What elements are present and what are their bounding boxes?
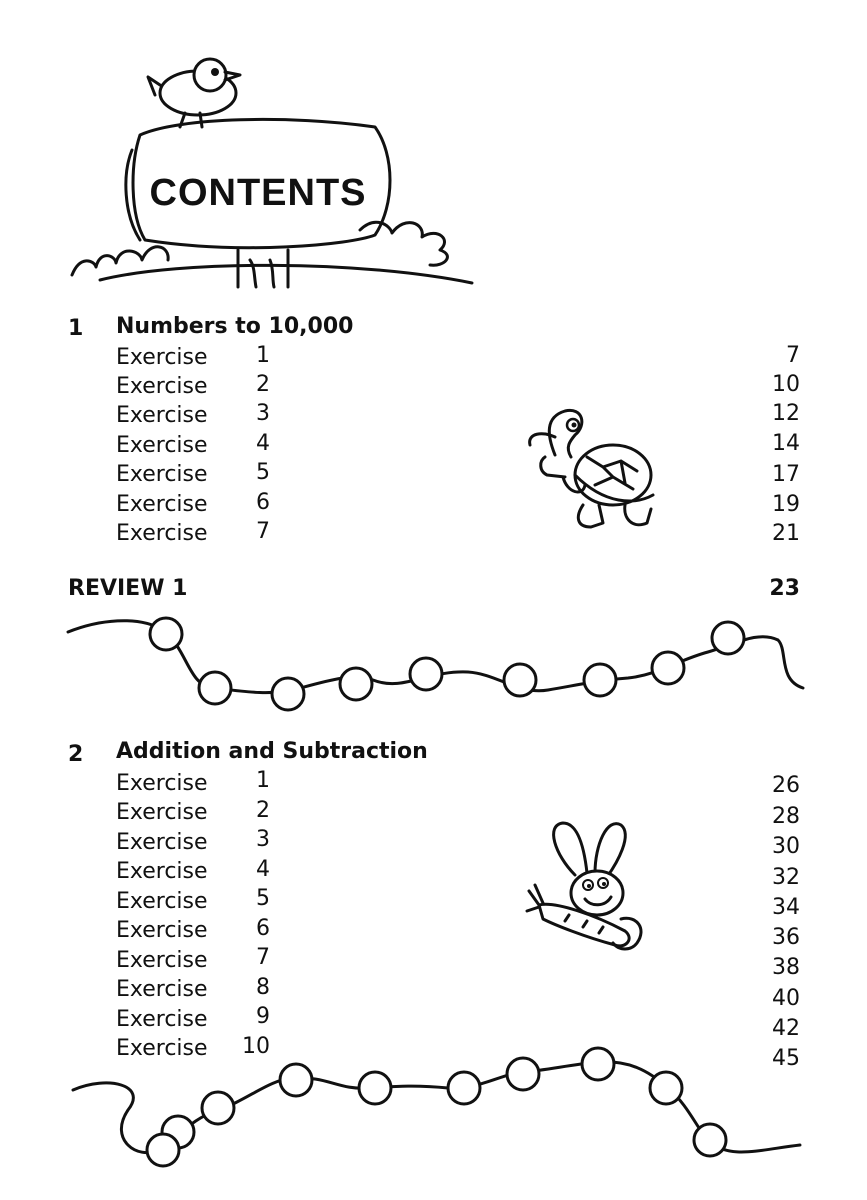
exercise-label: Exercise xyxy=(116,1007,208,1032)
exercise-page: 40 xyxy=(772,986,800,1011)
exercise-label: Exercise xyxy=(116,521,208,546)
exercise-number: 5 xyxy=(256,886,270,911)
review-1-page: 23 xyxy=(769,576,800,601)
exercise-page: 42 xyxy=(772,1016,800,1041)
exercise-page: 34 xyxy=(772,895,800,920)
exercise-number: 7 xyxy=(256,519,270,544)
exercise-label: Exercise xyxy=(116,859,208,884)
exercise-page: 36 xyxy=(772,925,800,950)
exercise-number: 4 xyxy=(256,857,270,882)
chapter-1-title: Numbers to 10,000 xyxy=(116,314,354,339)
exercise-page: 26 xyxy=(772,773,800,798)
exercise-number: 5 xyxy=(256,460,270,485)
exercise-label: Exercise xyxy=(116,492,208,517)
exercise-label: Exercise xyxy=(116,977,208,1002)
exercise-label: Exercise xyxy=(116,433,208,458)
exercise-number: 10 xyxy=(242,1034,270,1059)
exercise-label: Exercise xyxy=(116,771,208,796)
bead-string-divider xyxy=(68,610,808,710)
exercise-number: 1 xyxy=(256,768,270,793)
exercise-number: 7 xyxy=(256,945,270,970)
exercise-label: Exercise xyxy=(116,403,208,428)
exercise-label: Exercise xyxy=(116,889,208,914)
exercise-page: 10 xyxy=(772,372,800,397)
exercise-number: 8 xyxy=(256,975,270,1000)
exercise-label: Exercise xyxy=(116,830,208,855)
exercise-page: 19 xyxy=(772,492,800,517)
exercise-page: 12 xyxy=(772,401,800,426)
chapter-1-number: 1 xyxy=(68,316,84,341)
turtle-illustration xyxy=(525,405,660,535)
exercise-page: 21 xyxy=(772,521,800,546)
exercise-page: 7 xyxy=(786,343,800,368)
exercise-page: 17 xyxy=(772,462,800,487)
exercise-page: 14 xyxy=(772,431,800,456)
exercise-page: 28 xyxy=(772,804,800,829)
exercise-label: Exercise xyxy=(116,948,208,973)
exercise-page: 38 xyxy=(772,955,800,980)
contents-sign-illustration xyxy=(60,55,480,295)
exercise-label: Exercise xyxy=(116,800,208,825)
exercise-number: 2 xyxy=(256,798,270,823)
exercise-number: 9 xyxy=(256,1004,270,1029)
bead-string-divider xyxy=(68,1050,808,1170)
exercise-label: Exercise xyxy=(116,374,208,399)
bunny-illustration xyxy=(525,815,650,960)
exercise-page: 30 xyxy=(772,834,800,859)
chapter-2-number: 2 xyxy=(68,742,84,767)
exercise-number: 6 xyxy=(256,490,270,515)
exercise-number: 2 xyxy=(256,372,270,397)
exercise-number: 3 xyxy=(256,827,270,852)
exercise-number: 3 xyxy=(256,401,270,426)
exercise-label: Exercise xyxy=(116,345,208,370)
exercise-label: Exercise xyxy=(116,462,208,487)
chapter-2-title: Addition and Subtraction xyxy=(116,739,428,764)
exercise-number: 4 xyxy=(256,431,270,456)
exercise-label: Exercise xyxy=(116,1036,208,1061)
sign-title: CONTENTS xyxy=(149,172,367,214)
exercise-label: Exercise xyxy=(116,918,208,943)
exercise-number: 6 xyxy=(256,916,270,941)
review-1-label: REVIEW 1 xyxy=(68,576,188,601)
exercise-number: 1 xyxy=(256,343,270,368)
exercise-page: 32 xyxy=(772,865,800,890)
exercise-page: 45 xyxy=(772,1046,800,1071)
